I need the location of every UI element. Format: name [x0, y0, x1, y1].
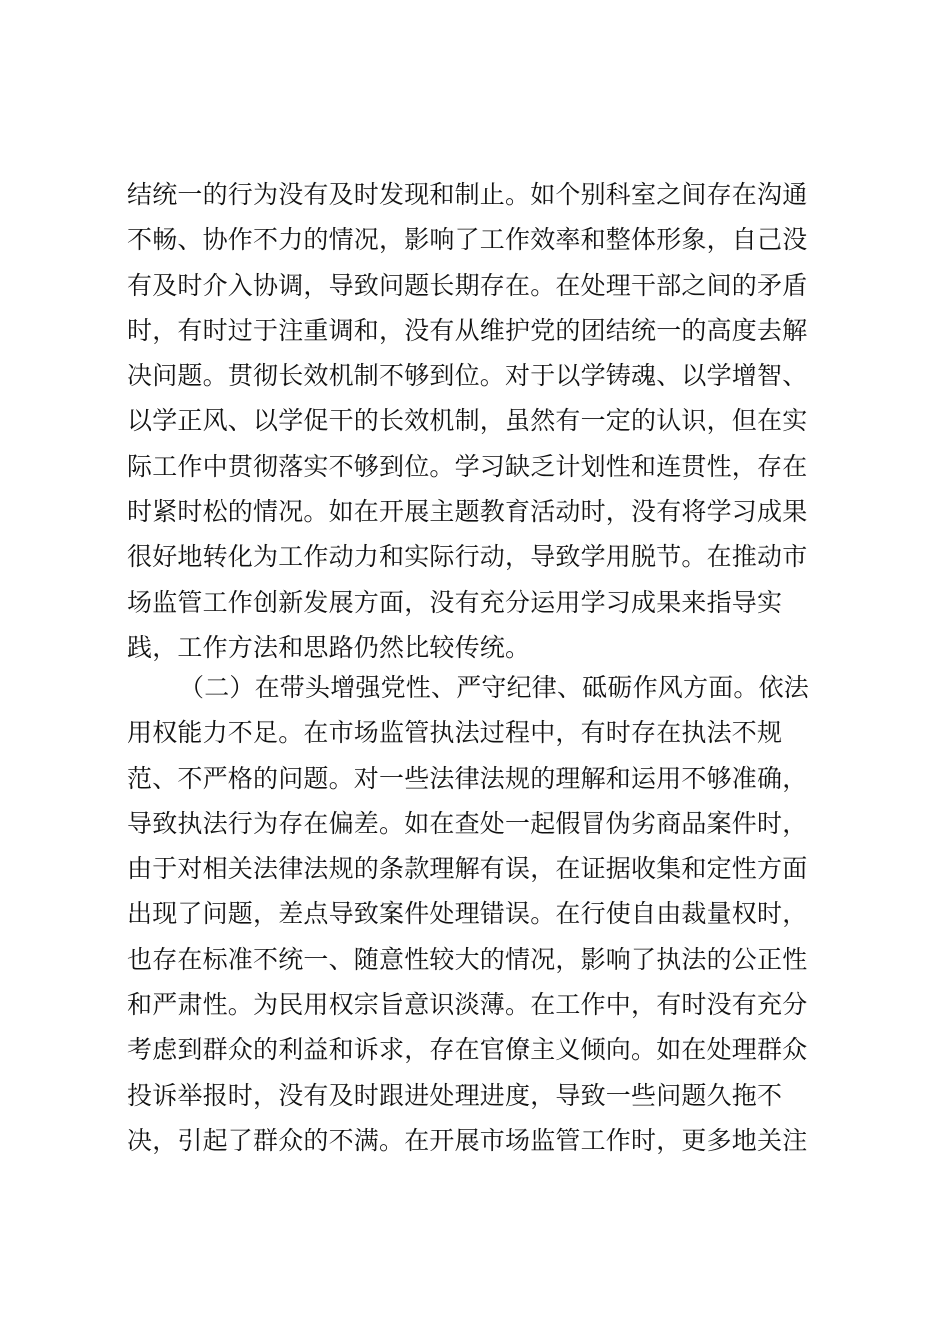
text-line: 范、不严格的问题。对一些法律法规的理解和运用不够准确，	[127, 763, 808, 793]
text-line: 不畅、协作不力的情况，影响了工作效率和整体形象，自己没	[127, 225, 808, 255]
text-line: 结统一的行为没有及时发现和制止。如个别科室之间存在沟通	[127, 180, 808, 209]
text-line: 时，有时过于注重调和，没有从维护党的团结统一的高度去解	[127, 315, 808, 345]
text-line: 导致执法行为存在偏差。如在查处一起假冒伪劣商品案件时，	[127, 808, 808, 838]
text-line: 很好地转化为工作动力和实际行动，导致学用脱节。在推动市	[127, 542, 808, 572]
text-line: 际工作中贯彻落实不够到位。学习缺乏计划性和连贯性，存在	[127, 451, 808, 481]
text-line: 决，引起了群众的不满。在开展市场监管工作时，更多地关注	[127, 1125, 808, 1155]
section-heading-line: （二）在带头增强党性、严守纪律、砥砺作风方面。依法	[179, 673, 810, 702]
text-line: 投诉举报时，没有及时跟进处理进度，导致一些问题久拖不	[127, 1080, 783, 1110]
text-line: 有及时介入协调，导致问题长期存在。在处理干部之间的矛盾	[127, 270, 808, 300]
text-line: 出现了问题，差点导致案件处理错误。在行使自由裁量权时，	[127, 899, 808, 929]
text-line: 由于对相关法律法规的条款理解有误，在证据收集和定性方面	[127, 854, 808, 884]
paragraph-2	[127, 665, 827, 1163]
text-line: 场监管工作创新发展方面，没有充分运用学习成果来指导实	[127, 587, 783, 617]
text-line: 也存在标准不统一、随意性较大的情况，影响了执法的公正性	[127, 944, 808, 974]
paragraph-1	[127, 172, 827, 670]
text-line: 考虑到群众的利益和诉求，存在官僚主义倾向。如在处理群众	[127, 1035, 808, 1065]
text-line: 以学正风、以学促干的长效机制，虽然有一定的认识，但在实	[127, 406, 808, 436]
text-line: 践，工作方法和思路仍然比较传统。	[127, 632, 531, 662]
text-line: 和严肃性。为民用权宗旨意识淡薄。在工作中，有时没有充分	[127, 990, 808, 1020]
text-line: 时紧时松的情况。如在开展主题教育活动时，没有将学习成果	[127, 497, 808, 527]
text-line: 用权能力不足。在市场监管执法过程中，有时存在执法不规	[127, 718, 783, 748]
text-line: 决问题。贯彻长效机制不够到位。对于以学铸魂、以学增智、	[127, 361, 808, 391]
